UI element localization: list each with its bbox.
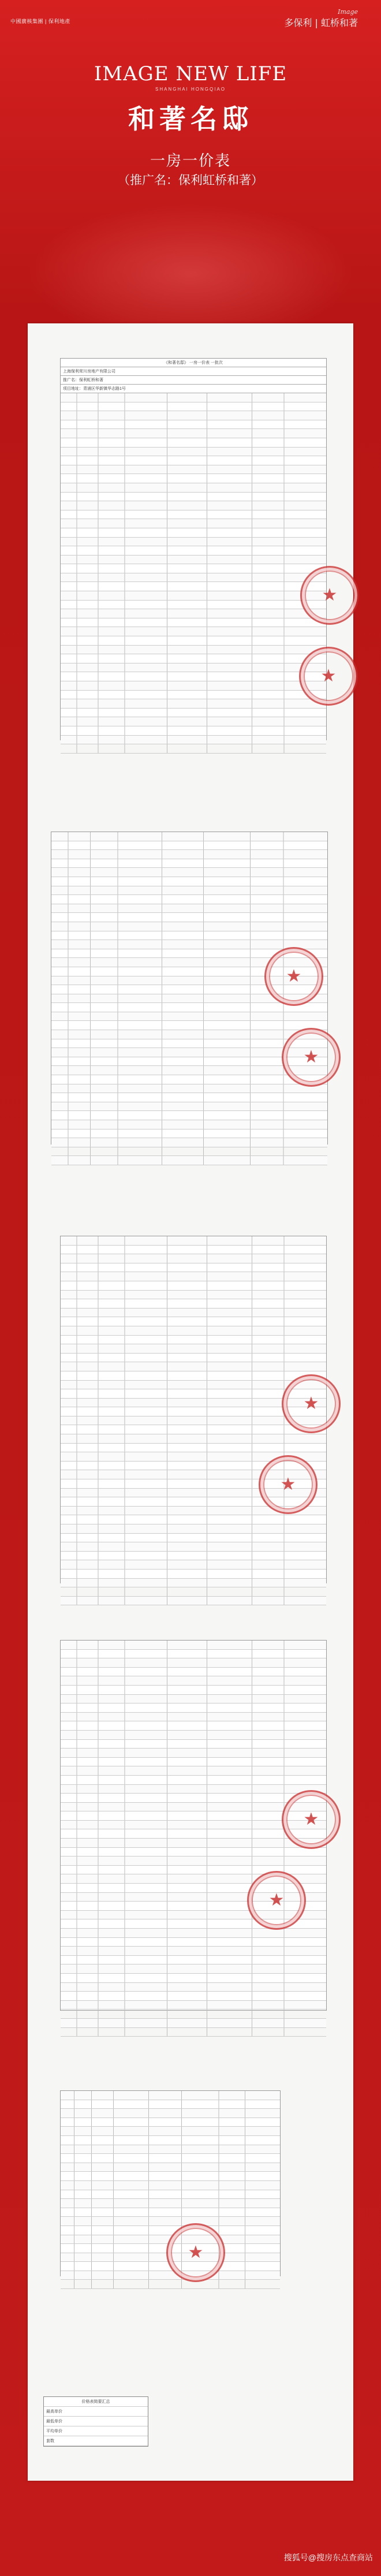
table-row [61, 1983, 326, 1992]
table-row [61, 1676, 326, 1686]
table-row [61, 1542, 326, 1552]
table-row [61, 2001, 326, 2010]
hero-english-title: IMAGE NEW LIFE [94, 62, 287, 85]
hero-chinese-title: 和著名邸 [128, 103, 253, 135]
section-title: 一房一价表 [150, 152, 231, 169]
price-sheet [28, 323, 353, 2481]
table-row [61, 519, 326, 528]
table-row [61, 1703, 326, 1713]
table-row [61, 556, 326, 565]
table-row [61, 2010, 326, 2019]
table-row [61, 1317, 326, 1326]
table-row [61, 1336, 326, 1345]
doc-address: 项目地址：青浦区华新镇华志路1号 [61, 385, 326, 393]
footer [0, 2489, 381, 2576]
doc-title: 《和著名邸》 一房一价表 一批次 [61, 359, 326, 367]
table-row [61, 2028, 326, 2037]
table-row [61, 1713, 326, 1722]
table-row [61, 1444, 326, 1453]
table-row [61, 1434, 326, 1444]
silk-decoration [0, 191, 381, 329]
table-row [61, 663, 326, 673]
table-row [61, 2181, 280, 2190]
table-row [61, 1721, 326, 1731]
table-row [61, 646, 326, 655]
table-row [61, 564, 326, 573]
table-row [61, 1362, 326, 1371]
table-row [61, 699, 326, 709]
table-row [61, 573, 326, 583]
table-row [61, 2271, 280, 2280]
table-row [51, 1138, 327, 1147]
table-row [61, 717, 326, 726]
table-row [61, 691, 326, 700]
table-row [51, 1111, 327, 1120]
footer-watermark: 搜狐号@搜房东点查商站 [283, 2553, 373, 2562]
table-row [51, 1012, 327, 1022]
table-row [61, 493, 326, 502]
table-row [61, 528, 326, 538]
table-row [61, 1236, 326, 1246]
table-row [51, 904, 327, 914]
company-seal [166, 2223, 225, 2282]
company-seal [247, 1871, 306, 1930]
table-row [61, 2154, 280, 2163]
table-rows [61, 393, 326, 737]
table-row [61, 1856, 326, 1866]
table-row [51, 1075, 327, 1084]
table-row [51, 931, 327, 941]
table-row [51, 841, 327, 851]
table-row [61, 1758, 326, 1767]
table-row [51, 1021, 327, 1030]
table-row [61, 1740, 326, 1749]
table-row [61, 1291, 326, 1300]
table-row [61, 726, 326, 736]
table-row [61, 538, 326, 547]
summary-title: 价格表简要汇总 [44, 2397, 148, 2407]
table-row [61, 1326, 326, 1336]
table-row [61, 2208, 280, 2217]
table-row [61, 1929, 326, 1938]
table-row [61, 627, 326, 636]
table-row [51, 922, 327, 931]
table-row [61, 591, 326, 601]
table-row [61, 1246, 326, 1255]
table-row [61, 448, 326, 457]
table-row [61, 1552, 326, 1561]
table-row [61, 2163, 280, 2172]
table-row [51, 859, 327, 868]
table-row [51, 877, 327, 886]
table-row [51, 1030, 327, 1039]
table-row [51, 832, 327, 841]
table-row [61, 1766, 326, 1776]
table-row [61, 1534, 326, 1543]
table-row [51, 1084, 327, 1094]
price-summary [43, 2396, 148, 2447]
table-row [61, 654, 326, 663]
table-row [61, 1947, 326, 1956]
table-row [61, 1776, 326, 1785]
table-row [61, 1956, 326, 1965]
table-row [61, 465, 326, 475]
table-row [61, 1371, 326, 1381]
table-row [61, 1272, 326, 1281]
company-seal [259, 1455, 318, 1514]
table-row [51, 1156, 327, 1165]
table-row [61, 501, 326, 510]
table-row [61, 483, 326, 493]
table-row [61, 1570, 326, 1579]
table-row [61, 2145, 280, 2154]
table-row [61, 1515, 326, 1524]
table-row [61, 1668, 326, 1677]
table-row [61, 736, 326, 745]
table-row [61, 1992, 326, 2001]
table-row [61, 1254, 326, 1263]
table-row [61, 2226, 280, 2235]
table-row [51, 1093, 327, 1102]
table-row [61, 393, 326, 402]
table-row [61, 582, 326, 591]
table-row [61, 546, 326, 556]
brand-logo [284, 8, 358, 29]
summary-row: 套数 [44, 2436, 148, 2446]
summary-row: 平均单价 [44, 2426, 148, 2436]
table-row [61, 672, 326, 681]
table-row [61, 1308, 326, 1318]
top-bar [0, 0, 381, 52]
table-row [51, 886, 327, 896]
table-row [61, 2127, 280, 2136]
table-row [61, 2118, 280, 2127]
summary-row: 最高单价 [44, 2407, 148, 2417]
table-row [61, 1524, 326, 1534]
company-seal [282, 1028, 341, 1087]
table-row [61, 2280, 280, 2289]
company-seal [300, 566, 359, 625]
table-row [61, 474, 326, 483]
table-row [61, 609, 326, 618]
table-row [51, 868, 327, 877]
table-row [61, 1695, 326, 1704]
section-alias: （推广名：保利虹桥和著） [118, 174, 263, 187]
price-table-page-1 [60, 358, 327, 740]
summary-row: 最低单价 [44, 2417, 148, 2426]
table-row [61, 1974, 326, 1983]
table-row [61, 2091, 280, 2100]
table-row [61, 1579, 326, 1588]
table-row [61, 1686, 326, 1695]
table-row [61, 2172, 280, 2181]
table-row [61, 618, 326, 628]
table-row [61, 438, 326, 448]
table-row [61, 1344, 326, 1354]
table-row [61, 1749, 326, 1758]
table-row [61, 420, 326, 430]
table-row [51, 850, 327, 859]
table-row [61, 1281, 326, 1291]
doc-alias: 推广名：保利虹桥和著 [61, 376, 326, 385]
doc-company: 上海保利茸川房地产有限公司 [61, 367, 326, 376]
table-row [61, 2199, 280, 2208]
company-seal [264, 947, 323, 1006]
table-row [61, 1964, 326, 1974]
developer-logo: 中國廣核集團 | 保利地產 [10, 18, 70, 24]
table-row [61, 744, 326, 754]
table-row [61, 636, 326, 646]
table-row [51, 1102, 327, 1112]
table-row [61, 1938, 326, 1947]
table-row [61, 2109, 280, 2118]
hero-english-subtitle: SHANGHAI HONGQIAO [155, 87, 226, 92]
table-row [61, 2136, 280, 2145]
table-row [61, 1263, 326, 1273]
table-row [61, 1650, 326, 1659]
table-row [61, 2217, 280, 2226]
table-row [61, 1299, 326, 1308]
table-row [61, 402, 326, 412]
table-row [61, 709, 326, 718]
table-row [61, 429, 326, 438]
table-row [61, 1658, 326, 1668]
table-row [61, 510, 326, 520]
table-row [61, 1794, 326, 1803]
table-row [61, 1354, 326, 1363]
company-seal [282, 1374, 341, 1433]
table-row [61, 456, 326, 465]
table-row [61, 1587, 326, 1597]
table-row [51, 895, 327, 904]
table-row [61, 1839, 326, 1848]
table-row [61, 601, 326, 610]
company-seal [282, 1790, 341, 1849]
table-row [61, 681, 326, 691]
table-row [61, 1560, 326, 1570]
table-row [61, 2019, 326, 2028]
table-row [61, 1597, 326, 1606]
company-seal [299, 647, 358, 706]
table-row [51, 913, 327, 922]
table-row [61, 411, 326, 420]
table-row [61, 1848, 326, 1857]
table-row [61, 1731, 326, 1740]
brand-script: Image [338, 8, 358, 16]
table-row [61, 1641, 326, 1650]
table-row [61, 1425, 326, 1434]
table-row [61, 2190, 280, 2200]
table-row [51, 1129, 327, 1139]
brand-name: 多保利 | 虹桥和著 [284, 17, 358, 28]
table-row [61, 1785, 326, 1794]
table-row [51, 1147, 327, 1157]
table-row [61, 2100, 280, 2109]
table-row [51, 1120, 327, 1129]
